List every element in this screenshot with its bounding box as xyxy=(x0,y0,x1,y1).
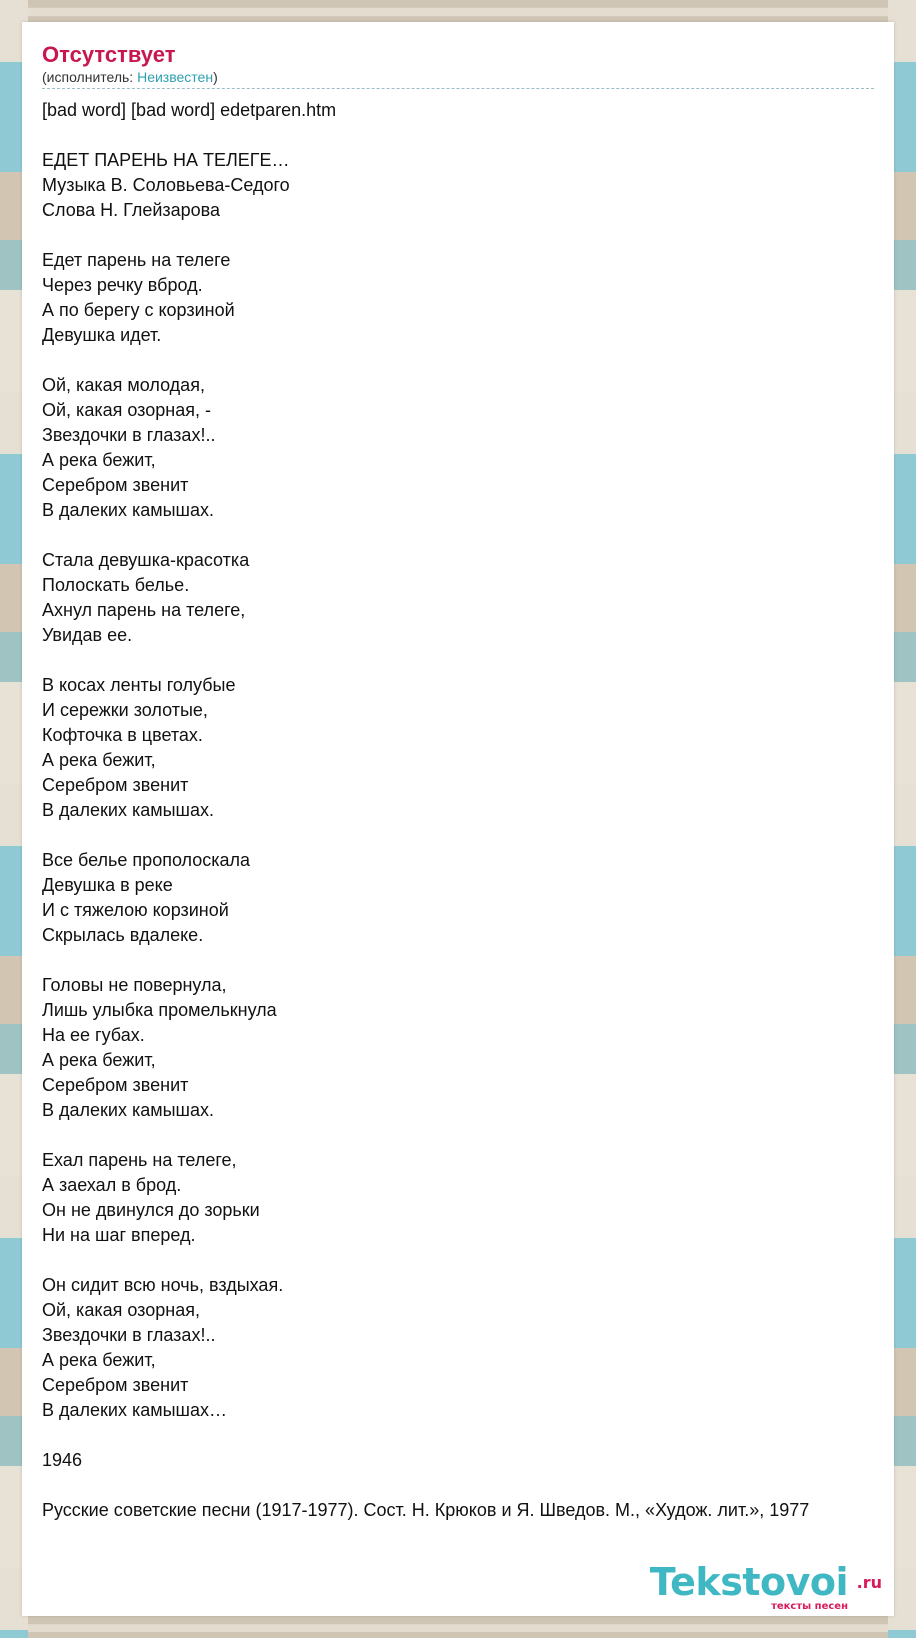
logo-tld: .ru xyxy=(856,1573,882,1592)
logo-name: Tekstovoi xyxy=(649,1560,848,1604)
lyrics-text: [bad word] [bad word] edetparen.htm ЕДЕТ ПАРЕНЬ НА ТЕЛЕГЕ… Музыка В. Соловьева-Седого Слова Н. Глейзарова Едет парень на телеге Через речку вброд. А по берегу с корзиной Девушка идет. Ой, какая молодая, Ой, какая озорная, - Звездочки в глазах!.. А река бежит, Серебром звенит В далеких камышах. Стала девушка-красотка Полоскать белье. Ахнул парень на телеге, Увидав ее. В косах ленты голубые И сережки золотые, Кофточка в цветах. А река бежит, Серебром звенит В далеких камышах. Все белье прополоскала Девушка в реке И с тяжелою корзиной Скрылась вдалеке. Головы не повернула, Лишь улыбка промелькнула На ее губах. А река бежит, Серебром звенит В далеких камышах. Ехал парень на телеге, А заехал в брод. Он не двинулся до зорьки Ни на шаг вперед. Он сидит всю ночь, вздыхая. Ой, какая озорная, Звездочки в глазах!.. А река бежит, Серебром звенит В далеких камышах… 1946 Русские советские песни (1917-1977). Сост. Н. Крюков и Я. Шведов. М., «Худож. лит.», 1977 xyxy=(42,100,810,1520)
site-logo[interactable] xyxy=(649,1560,886,1612)
logo-tagline: тексты песен xyxy=(771,1601,848,1612)
artist-suffix: ) xyxy=(213,69,218,85)
song-title: Отсутствует xyxy=(42,42,176,67)
artist-prefix: (исполнитель: xyxy=(42,69,138,85)
lyrics-page xyxy=(22,22,894,1616)
artist-link[interactable]: Неизвестен xyxy=(137,69,214,85)
artist-line xyxy=(42,68,874,89)
